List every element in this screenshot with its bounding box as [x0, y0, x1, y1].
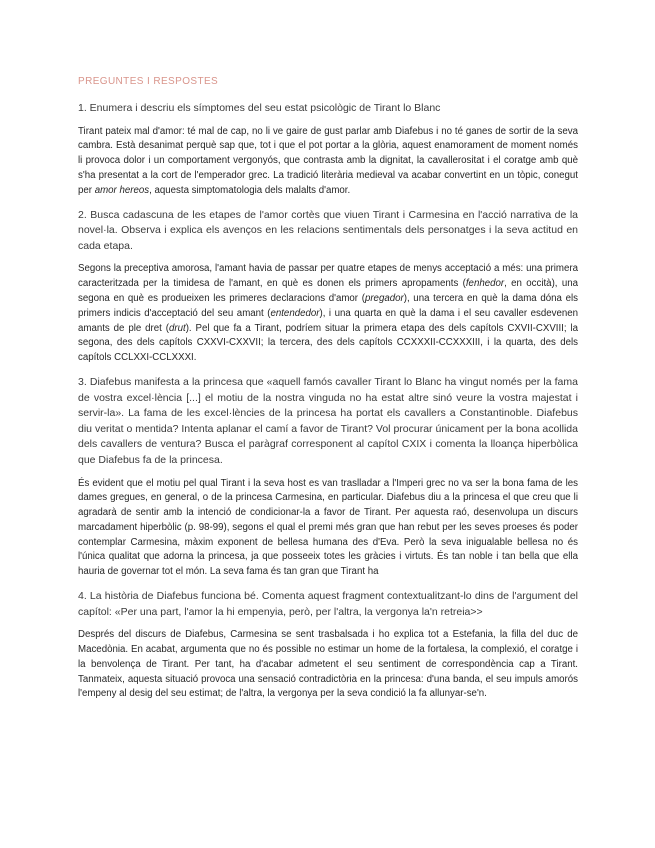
answer-4-text: Després del discurs de Diafebus, Carmesina se sent trasbalsada i ho explica tot a Estefania, la filla del duc de Macedònia. En acabat, argumenta que no és possible no estimar un home de la fortalesa, la complexió, el coratge i la benvolença de Tirant. Per tant, ha d'acabar admetent el seu sentiment de correspondència cap a Tirant. Tanmateix, aquesta situació provoca una sensació contradictòria en la princesa: d'una banda, el seu impuls amorós l'empeny al desig del seu estimat; de l'altra, la vergonya per la seva condició la fa allunyar-se'n.: [78, 629, 578, 700]
document-content: [78, 76, 578, 711]
section-header: PREGUNTES I RESPOSTES: [78, 76, 219, 87]
question-3: 3. Diafebus manifesta a la princesa que «aquell famós cavaller Tirant lo Blanc ha vingut només per la fama de vostra excel·lència [...] el motiu de la nostra vinguda no ha estat altre sinó veure la vostra majestat i servir-la». La fama de les excel·lències de la princesa ha portat els cavallers a Constantinoble. Diafebus diu veritat o mentida? Intenta aplanar el camí a favor de Tirant? Vol procurar únicament per la bona acollida dels cavallers de ventura? Busca el paràgraf corresponent al capítol CXIX i comenta la lloança hiperbòlica que Diafebus fa de la princesa.: [78, 375, 578, 466]
answer-1: [78, 125, 578, 199]
answer-2: [78, 262, 578, 366]
answer-2-italic-term: fenhedor: [465, 278, 505, 290]
answer-1-text: Tirant pateix mal d'amor: té mal de cap, no li ve gaire de gust parlar amb Diafebus i no té ganes de sortir de la seva cambra. Està desanimat perquè sap que, tot i que el pot portar a la glòria, aquest enamorament de moment només li provoca dolor i un comportament vergonyós, que contrasta amb la dignitat, la cavallerositat i el coratge amb què s'ha presentat a la cort de l'emperador grec. La tradició literària medieval va acabar convertint en un tòpic, conegut per: [78, 125, 578, 196]
question-4: 4. La història de Diafebus funciona bé. Comenta aquest fragment contextualitzant-lo dins de l'argument del capítol: «Per una part, l'amor la hi empenyia, però, per l'altra, la vergonya la'n retreia>>: [78, 590, 578, 618]
answer-2-text: Segons la preceptiva amorosa, l'amant havia de passar per quatre etapes de menys acceptació a més: una primera caracteritzada per la timidesa de l'amant, en què es donen els primers apropaments (: [78, 263, 578, 290]
question-1: 1. Enumera i descriu els símptomes del seu estat psicològic de Tirant lo Blanc: [78, 102, 441, 114]
question-2: 2. Busca cadascuna de les etapes de l'amor cortès que viuen Tirant i Carmesina en l'acció narrativa de la novel·la. Observa i explica els avenços en les relacions sentimentals dels personatges i la seva actitud en cada etapa.: [78, 208, 578, 252]
answer-2-text: ), una tercera en què la dama dóna els primers indicis d'acceptació del seu amant (: [78, 292, 578, 319]
answer-2-text: ). Pel que fa a Tirant, podríem situar la primera etapa des dels capítols CXVII-CXVIII; la segona, des dels capítols CXXVI-CXXVII; la tercera, des dels capítols CCXXXII-CCXXXIII, i la quarta, des dels capítols CCLXXI-CCLXXXI.: [78, 322, 578, 364]
answer-2-italic-term: drut: [168, 322, 186, 334]
answer-1-text: , aquesta simptomatologia dels malalts d'amor.: [149, 184, 351, 196]
answer-2-text: ), i una quarta en què la dama i el seu cavaller esdevenen amants de ple dret (: [78, 307, 578, 334]
answer-2-text: , en occità), una segona en què es produeixen les primeres declaracions d'amor (: [78, 278, 578, 304]
answer-4: [78, 628, 578, 702]
answer-3: [78, 477, 578, 581]
answer-1-italic-term: amor hereos: [94, 184, 150, 196]
answer-2-italic-term: entendedor: [270, 307, 320, 319]
answer-3-text: És evident que el motiu pel qual Tirant i la seva host es van traslladar a l'Imperi grec no va ser la bona fama de les dames gregues, en general, o de la princesa Carmesina, en particular. Diafebus diu a la princesa el que creu que li agradarà de sentir amb la intenció de condicionar-la a favor de Tirant. Per aquesta raó, desenvolupa un discurs marcadament hiperbòlic (p. 98-99), segons el qual el premi més gran que han rebut per les seves proeses és poder contemplar Carmesina, màxim exponent de bellesa humana des d'Eva. Però la seva inigualable bellesa no és l'única qualitat que adorna la princesa, ja que posseeix totes les gràcies i virtuts. És tan noble i tan bella que ella hauria de governar tot el món. La seva fama és tan gran que Tirant ha: [78, 477, 578, 578]
answer-2-italic-term: pregador: [364, 292, 404, 304]
